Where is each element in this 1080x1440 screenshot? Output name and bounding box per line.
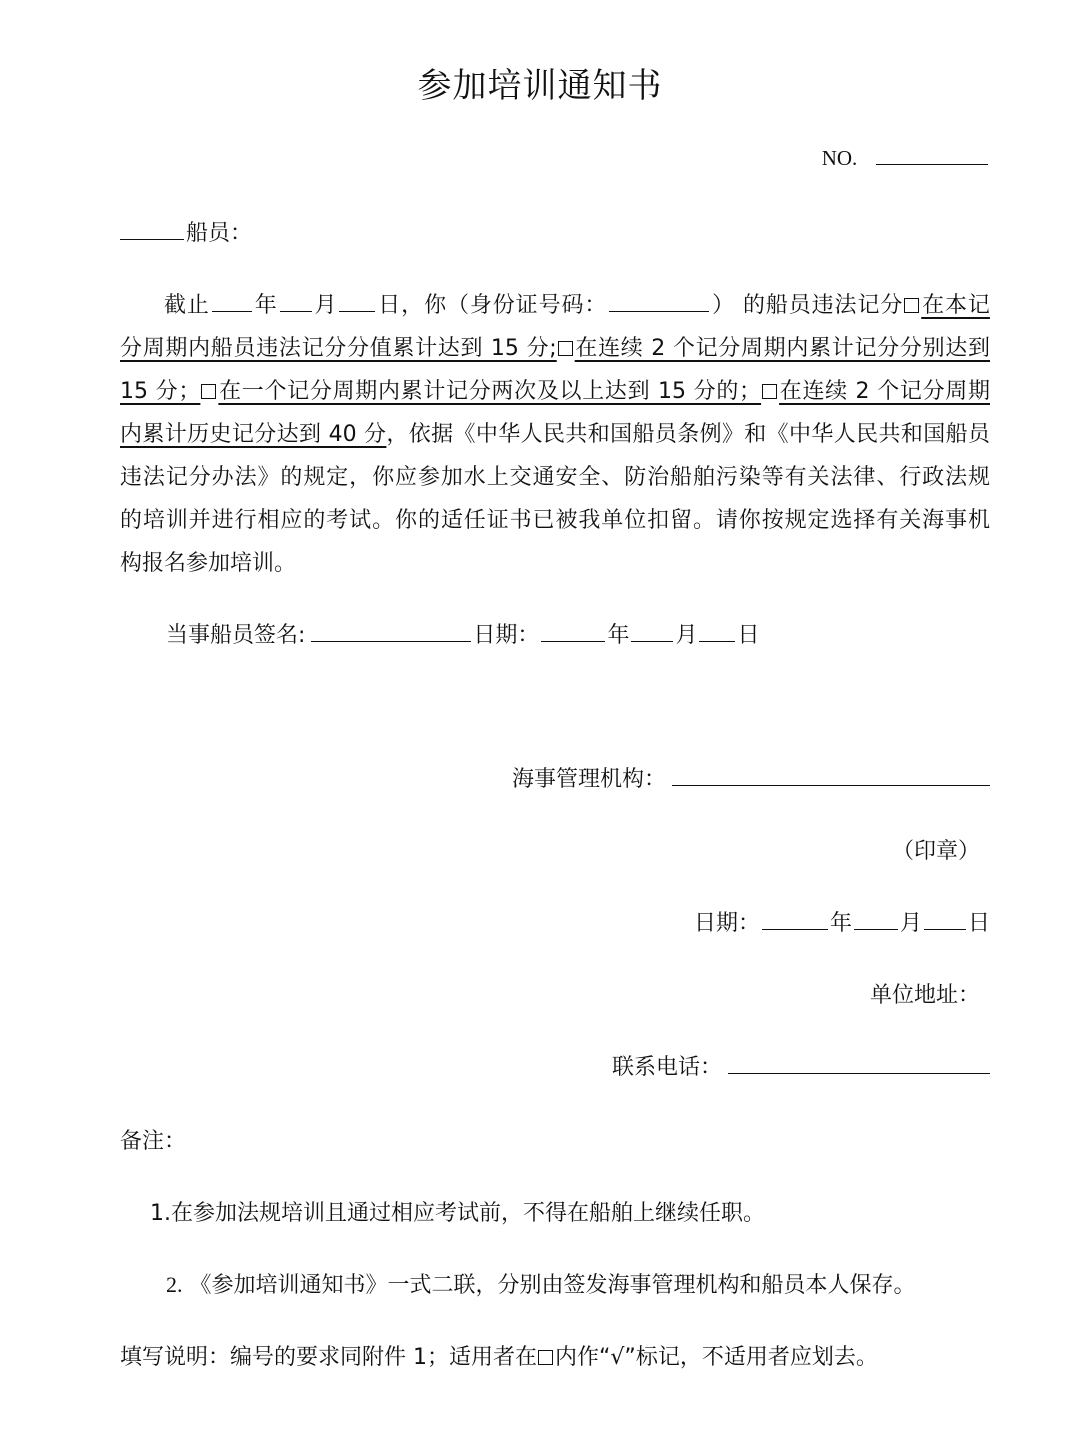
sign-day-field[interactable] (699, 640, 735, 642)
cutoff-day-field[interactable] (339, 310, 375, 312)
crew-name-field[interactable] (120, 238, 184, 240)
note-item-1: 1.在参加法规培训且通过相应考试前，不得在船舶上继续任职。 (150, 1201, 765, 1226)
body-line-5: 违法记分办法》的规定，你应参加水上交通安全、防治船舶污染等有关法律、行政法规 (120, 465, 990, 490)
body-line-4: 内累计历史记分达到 40 分，依据《中华人民共和国船员条例》和《中华人民共和国船员 (120, 422, 990, 447)
address-label: 单位地址： (869, 983, 980, 1008)
checkbox-option-3[interactable] (201, 384, 216, 399)
authority-month-field[interactable] (854, 928, 898, 930)
authority-day-field[interactable] (924, 928, 966, 930)
body-line-3: 15 分； 在一个记分周期内累计记分两次及以上达到 15 分的； 在连续 2 个记分周期 (120, 379, 990, 404)
body-line-6: 的培训并进行相应的考试。你的适任证书已被我单位扣留。请你按规定选择有关海事机 (120, 508, 990, 533)
phone-field[interactable] (728, 1072, 990, 1074)
number-label: NO. (821, 146, 858, 170)
salutation-line (120, 216, 252, 247)
checkbox-option-2[interactable] (558, 341, 573, 356)
checkbox-sample-icon (538, 1350, 553, 1365)
sign-month-field[interactable] (631, 640, 673, 642)
notes-label: 备注： (120, 1129, 187, 1154)
salutation: 船员： (186, 221, 253, 246)
body-line-7: 构报名参加培训。 (120, 551, 297, 576)
fill-instructions: 填写说明：编号的要求同附件 1；适用者在 内作“√”标记，不适用者应划去。 (120, 1345, 878, 1370)
id-number-field[interactable] (609, 310, 709, 312)
seal-label: （印章） (891, 839, 980, 864)
authority-field[interactable] (672, 784, 990, 786)
note-item-2: 2. 《参加培训通知书》一式二联，分别由签发海事管理机构和船员本人保存。 (166, 1272, 916, 1298)
sign-year-field[interactable] (541, 640, 605, 642)
crew-signature-field[interactable] (311, 640, 471, 642)
cutoff-year-field[interactable] (212, 310, 252, 312)
authority-line: 海事管理机构： (512, 762, 990, 793)
authority-year-field[interactable] (762, 928, 828, 930)
number-field[interactable] (876, 163, 988, 165)
body-line-2: 分周期内船员违法记分分值累计达到 15 分; 在连续 2 个记分周期内累计记分分别达到 (120, 336, 990, 361)
phone-line: 联系电话： (612, 1050, 990, 1081)
body-paragraph (120, 284, 990, 585)
authority-date-line: 日期： 年 月 日 (693, 911, 990, 936)
body-line-1: 截止 年 月 日，你（身份证号码： ） 的船员违法记分 在本记 (164, 293, 990, 318)
crew-signature-line: 当事船员签名: 日期： 年 月 日 (166, 623, 760, 648)
checkbox-option-4[interactable] (762, 384, 777, 399)
checkbox-option-1[interactable] (904, 298, 919, 313)
number-line (822, 146, 990, 171)
page-title: 参加培训通知书 (417, 66, 663, 106)
cutoff-month-field[interactable] (280, 310, 312, 312)
